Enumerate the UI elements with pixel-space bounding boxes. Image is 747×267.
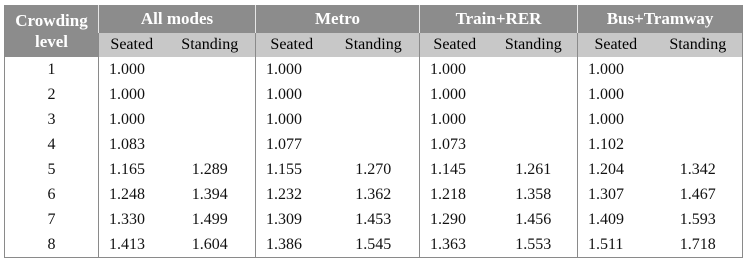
train-rer-standing-cell (490, 82, 578, 107)
train-rer-seated-cell: 1.073 (420, 132, 490, 157)
bus-tramway-seated-cell: 1.307 (578, 182, 654, 207)
header-sub-standing: Standing (328, 33, 420, 57)
crowding-level-cell: 6 (47, 185, 56, 203)
crowding-level-cell: 2 (47, 85, 56, 103)
table-row (5, 207, 743, 232)
header-sub-standing: Standing (654, 33, 743, 57)
all-modes-standing-cell (165, 57, 256, 82)
all-modes-seated-cell: 1.413 (99, 232, 165, 258)
table-row (5, 107, 743, 132)
bus-tramway-standing-cell (654, 132, 743, 157)
train-rer-standing-cell: 1.358 (515, 185, 552, 203)
all-modes-seated-cell: 1.165 (99, 157, 165, 182)
train-rer-seated-cell: 1.290 (420, 207, 490, 232)
metro-seated-cell: 1.077 (256, 132, 328, 157)
all-modes-seated-cell: 1.330 (99, 207, 165, 232)
crowding-level-cell: 3 (47, 110, 56, 128)
table-row (5, 182, 743, 207)
bus-tramway-standing-cell (654, 82, 743, 107)
metro-standing-cell (328, 107, 420, 132)
bus-tramway-seated-cell: 1.511 (578, 232, 654, 258)
table-row (5, 82, 743, 107)
bus-tramway-seated-cell: 1.409 (578, 207, 654, 232)
table-row (5, 232, 743, 258)
crowding-level-cell: 5 (47, 160, 56, 178)
all-modes-seated-cell: 1.083 (99, 132, 165, 157)
table-body (5, 57, 743, 258)
all-modes-standing-cell (165, 107, 256, 132)
metro-standing-cell (328, 57, 420, 82)
metro-standing-cell (328, 82, 420, 107)
header-row-groups (5, 5, 743, 33)
table-row (5, 132, 743, 157)
header-crowding-level: Crowding level (5, 5, 99, 57)
header-group-metro: Metro (256, 5, 420, 33)
header-row-sub (5, 33, 743, 57)
bus-tramway-standing-cell: 1.467 (679, 185, 716, 203)
header-sub-seated: Seated (99, 33, 165, 57)
header-group-bus-tramway: Bus+Tramway (578, 5, 743, 33)
all-modes-seated-cell: 1.000 (99, 57, 165, 82)
header-sub-seated: Seated (578, 33, 654, 57)
train-rer-standing-cell (490, 107, 578, 132)
bus-tramway-standing-cell (654, 107, 743, 132)
train-rer-standing-cell (490, 132, 578, 157)
metro-standing-cell (328, 132, 420, 157)
header-group-train-rer: Train+RER (420, 5, 578, 33)
bus-tramway-standing-cell: 1.342 (679, 160, 716, 178)
bus-tramway-seated-cell: 1.000 (578, 82, 654, 107)
all-modes-standing-cell (165, 82, 256, 107)
table-row (5, 157, 743, 182)
all-modes-seated-cell: 1.000 (99, 107, 165, 132)
bus-tramway-seated-cell: 1.204 (578, 157, 654, 182)
all-modes-standing-cell (165, 132, 256, 157)
all-modes-seated-cell: 1.000 (99, 82, 165, 107)
crowding-table (4, 5, 743, 258)
bus-tramway-seated-cell: 1.000 (578, 57, 654, 82)
train-rer-seated-cell: 1.000 (420, 82, 490, 107)
metro-standing-cell: 1.270 (355, 160, 392, 178)
train-rer-standing-cell (490, 57, 578, 82)
crowding-level-cell: 1 (47, 60, 56, 78)
metro-seated-cell: 1.232 (256, 182, 328, 207)
bus-tramway-seated-cell: 1.102 (578, 132, 654, 157)
bus-tramway-standing-cell: 1.593 (679, 210, 716, 228)
bus-tramway-standing-cell: 1.718 (654, 232, 743, 258)
metro-seated-cell: 1.309 (256, 207, 328, 232)
train-rer-seated-cell: 1.145 (420, 157, 490, 182)
bus-tramway-seated-cell: 1.000 (578, 107, 654, 132)
header-sub-standing: Standing (165, 33, 256, 57)
crowding-level-cell: 8 (5, 232, 99, 258)
metro-standing-cell: 1.545 (328, 232, 420, 258)
bus-tramway-standing-cell (654, 57, 743, 82)
all-modes-standing-cell: 1.289 (191, 160, 228, 178)
table-row (5, 57, 743, 82)
train-rer-standing-cell: 1.261 (515, 160, 552, 178)
metro-standing-cell: 1.362 (355, 185, 392, 203)
all-modes-standing-cell: 1.604 (165, 232, 256, 258)
header-sub-seated: Seated (420, 33, 490, 57)
metro-seated-cell: 1.000 (256, 107, 328, 132)
all-modes-standing-cell: 1.499 (191, 210, 228, 228)
header-sub-standing: Standing (490, 33, 578, 57)
train-rer-seated-cell: 1.000 (420, 57, 490, 82)
metro-standing-cell: 1.453 (355, 210, 392, 228)
header-sub-seated: Seated (256, 33, 328, 57)
crowding-level-cell: 7 (47, 210, 56, 228)
metro-seated-cell: 1.000 (256, 57, 328, 82)
train-rer-standing-cell: 1.456 (515, 210, 552, 228)
train-rer-seated-cell: 1.000 (420, 107, 490, 132)
train-rer-seated-cell: 1.363 (420, 232, 490, 258)
metro-seated-cell: 1.000 (256, 82, 328, 107)
all-modes-seated-cell: 1.248 (99, 182, 165, 207)
metro-seated-cell: 1.386 (256, 232, 328, 258)
train-rer-seated-cell: 1.218 (420, 182, 490, 207)
crowding-level-cell: 4 (47, 135, 56, 153)
train-rer-standing-cell: 1.553 (490, 232, 578, 258)
all-modes-standing-cell: 1.394 (191, 185, 228, 203)
metro-seated-cell: 1.155 (256, 157, 328, 182)
header-group-all-modes: All modes (99, 5, 256, 33)
